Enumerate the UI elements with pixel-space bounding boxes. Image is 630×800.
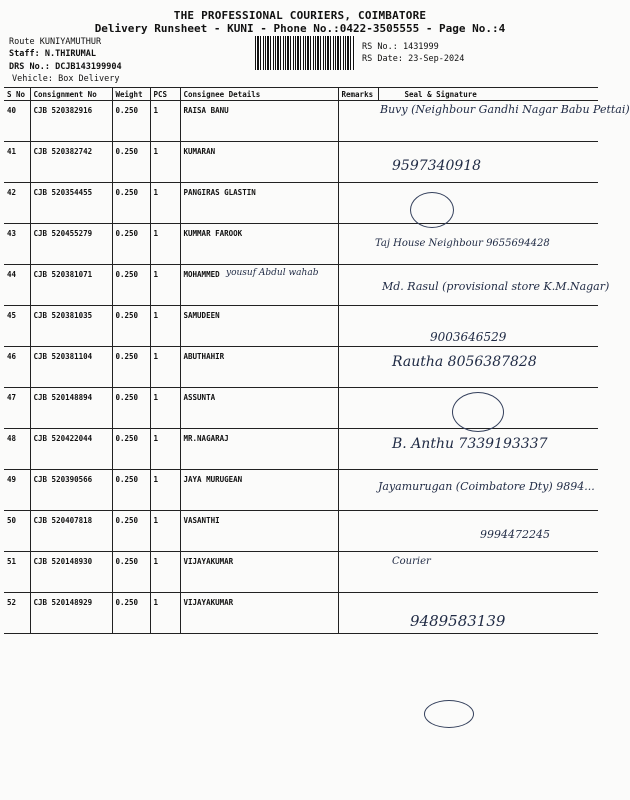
table-header-row bbox=[4, 88, 598, 101]
consignee-cell: PANGIRAS GLASTIN bbox=[180, 183, 338, 224]
pcs-cell: 1 bbox=[150, 142, 180, 183]
col-consignment: Consignment No bbox=[30, 88, 112, 101]
col-sno: S No bbox=[4, 88, 30, 101]
drs-label: DRS No.: bbox=[9, 62, 50, 72]
remarks-cell bbox=[338, 265, 378, 306]
weight-cell: 0.250 bbox=[112, 142, 150, 183]
consignment-cell: CJB 520382916 bbox=[30, 101, 112, 142]
sno-cell: 47 bbox=[4, 388, 30, 429]
sno-cell: 51 bbox=[4, 552, 30, 593]
handwriting-51: Courier bbox=[392, 556, 431, 567]
remarks-cell bbox=[338, 101, 378, 142]
vehicle-line bbox=[12, 74, 120, 84]
pcs-cell: 1 bbox=[150, 470, 180, 511]
pcs-cell: 1 bbox=[150, 265, 180, 306]
remarks-cell bbox=[338, 224, 378, 265]
route-value: KUNIYAMUTHUR bbox=[39, 37, 102, 47]
remarks-cell bbox=[338, 183, 378, 224]
consignee-cell: ABUTHAHIR bbox=[180, 347, 338, 388]
col-signature: Seal & Signature bbox=[378, 88, 598, 101]
vehicle-label: Vehicle: bbox=[12, 74, 53, 84]
staff-label: Staff: bbox=[9, 49, 40, 59]
consignment-cell: CJB 520381035 bbox=[30, 306, 112, 347]
consignee-cell: JAYA MURUGEAN bbox=[180, 470, 338, 511]
weight-cell: 0.250 bbox=[112, 101, 150, 142]
handwriting-52: 9489583139 bbox=[410, 612, 506, 630]
consignee-cell: KUMARAN bbox=[180, 142, 338, 183]
table-row bbox=[4, 552, 598, 593]
sno-cell: 49 bbox=[4, 470, 30, 511]
rs-no-label: RS No.: bbox=[362, 42, 398, 52]
consignment-cell: CJB 520148929 bbox=[30, 593, 112, 634]
col-consignee: Consignee Details bbox=[180, 88, 338, 101]
drs-line bbox=[9, 62, 122, 72]
rs-date-label: RS Date: bbox=[362, 54, 403, 64]
pcs-cell: 1 bbox=[150, 429, 180, 470]
table-row bbox=[4, 183, 598, 224]
consignee-cell: VASANTHI bbox=[180, 511, 338, 552]
consignment-cell: CJB 520390566 bbox=[30, 470, 112, 511]
pcs-cell: 1 bbox=[150, 183, 180, 224]
weight-cell: 0.250 bbox=[112, 429, 150, 470]
handwriting-50: 9994472245 bbox=[480, 528, 550, 541]
pcs-cell: 1 bbox=[150, 388, 180, 429]
weight-cell: 0.250 bbox=[112, 224, 150, 265]
table-row bbox=[4, 388, 598, 429]
pcs-cell: 1 bbox=[150, 306, 180, 347]
consignment-cell: CJB 520381104 bbox=[30, 347, 112, 388]
table-row bbox=[4, 306, 598, 347]
staff-line bbox=[9, 49, 96, 59]
consignee-cell: ASSUNTA bbox=[180, 388, 338, 429]
sno-cell: 41 bbox=[4, 142, 30, 183]
handwriting-43: Taj House Neighbour 9655694428 bbox=[375, 238, 550, 249]
weight-cell: 0.250 bbox=[112, 347, 150, 388]
sno-cell: 40 bbox=[4, 101, 30, 142]
sno-cell: 44 bbox=[4, 265, 30, 306]
sno-cell: 50 bbox=[4, 511, 30, 552]
sno-cell: 52 bbox=[4, 593, 30, 634]
remarks-cell bbox=[338, 470, 378, 511]
weight-cell: 0.250 bbox=[112, 552, 150, 593]
remarks-cell bbox=[338, 142, 378, 183]
pcs-cell: 1 bbox=[150, 511, 180, 552]
stray-mark bbox=[424, 700, 474, 728]
col-pcs: PCS bbox=[150, 88, 180, 101]
consignment-cell: CJB 520455279 bbox=[30, 224, 112, 265]
weight-cell: 0.250 bbox=[112, 388, 150, 429]
remarks-cell bbox=[338, 306, 378, 347]
remarks-cell bbox=[338, 388, 378, 429]
consignee-cell: MR.NAGARAJ bbox=[180, 429, 338, 470]
handwriting-41: 9597340918 bbox=[392, 158, 482, 174]
consignee-cell: MOHAMMED bbox=[180, 265, 338, 306]
pcs-cell: 1 bbox=[150, 593, 180, 634]
sno-cell: 48 bbox=[4, 429, 30, 470]
pcs-cell: 1 bbox=[150, 347, 180, 388]
consignee-cell: VIJAYAKUMAR bbox=[180, 552, 338, 593]
rs-date-value: 23-Sep-2024 bbox=[408, 54, 465, 64]
table-row bbox=[4, 593, 598, 634]
weight-cell: 0.250 bbox=[112, 511, 150, 552]
sno-cell: 43 bbox=[4, 224, 30, 265]
rs-date-line bbox=[362, 54, 464, 64]
remarks-cell bbox=[338, 511, 378, 552]
consignment-cell: CJB 520407818 bbox=[30, 511, 112, 552]
rs-no-line bbox=[362, 42, 439, 52]
stamp-circle-47 bbox=[452, 392, 504, 432]
table-row bbox=[4, 142, 598, 183]
handwriting-45: 9003646529 bbox=[430, 330, 507, 344]
handwriting-49: Jayamurugan (Coimbatore Dty) 9894... bbox=[378, 480, 595, 493]
handwriting-44-consignee: yousuf Abdul wahab bbox=[226, 268, 319, 278]
consignment-cell: CJB 520148894 bbox=[30, 388, 112, 429]
remarks-cell bbox=[338, 347, 378, 388]
remarks-cell bbox=[338, 552, 378, 593]
weight-cell: 0.250 bbox=[112, 306, 150, 347]
handwriting-46: Rautha 8056387828 bbox=[392, 354, 537, 370]
weight-cell: 0.250 bbox=[112, 265, 150, 306]
sno-cell: 46 bbox=[4, 347, 30, 388]
consignment-cell: CJB 520422044 bbox=[30, 429, 112, 470]
handwriting-48: B. Anthu 7339193337 bbox=[392, 436, 548, 452]
pcs-cell: 1 bbox=[150, 224, 180, 265]
route-line bbox=[9, 37, 101, 47]
drs-value: DCJB143199904 bbox=[55, 62, 122, 72]
consignment-cell: CJB 520354455 bbox=[30, 183, 112, 224]
company-title: THE PROFESSIONAL COURIERS, COIMBATORE bbox=[173, 9, 427, 22]
sno-cell: 42 bbox=[4, 183, 30, 224]
weight-cell: 0.250 bbox=[112, 593, 150, 634]
stamp-circle-42 bbox=[410, 192, 454, 228]
consignee-cell: RAISA BANU bbox=[180, 101, 338, 142]
weight-cell: 0.250 bbox=[112, 470, 150, 511]
route-label: Route bbox=[9, 37, 35, 47]
remarks-cell bbox=[338, 593, 378, 634]
consignment-cell: CJB 520382742 bbox=[30, 142, 112, 183]
pcs-cell: 1 bbox=[150, 101, 180, 142]
vehicle-value: Box Delivery bbox=[58, 74, 120, 84]
consignment-cell: CJB 520148930 bbox=[30, 552, 112, 593]
consignee-cell: VIJAYAKUMAR bbox=[180, 593, 338, 634]
handwriting-44: Md. Rasul (provisional store K.M.Nagar) bbox=[382, 280, 610, 293]
consignee-cell: KUMMAR FAROOK bbox=[180, 224, 338, 265]
handwriting-40: Buvy (Neighbour Gandhi Nagar Babu Pettai) bbox=[380, 103, 630, 116]
sno-cell: 45 bbox=[4, 306, 30, 347]
consignment-cell: CJB 520381071 bbox=[30, 265, 112, 306]
pcs-cell: 1 bbox=[150, 552, 180, 593]
col-weight: Weight bbox=[112, 88, 150, 101]
weight-cell: 0.250 bbox=[112, 183, 150, 224]
consignee-cell: SAMUDEEN bbox=[180, 306, 338, 347]
staff-value: N.THIRUMAL bbox=[44, 49, 97, 59]
barcode bbox=[255, 36, 355, 70]
remarks-cell bbox=[338, 429, 378, 470]
rs-no-value: 1431999 bbox=[402, 42, 439, 52]
col-remarks: Remarks bbox=[338, 88, 378, 101]
runsheet-title: Delivery Runsheet - KUNI - Phone No.:0422-3505555 - Page No.:4 bbox=[94, 22, 506, 35]
